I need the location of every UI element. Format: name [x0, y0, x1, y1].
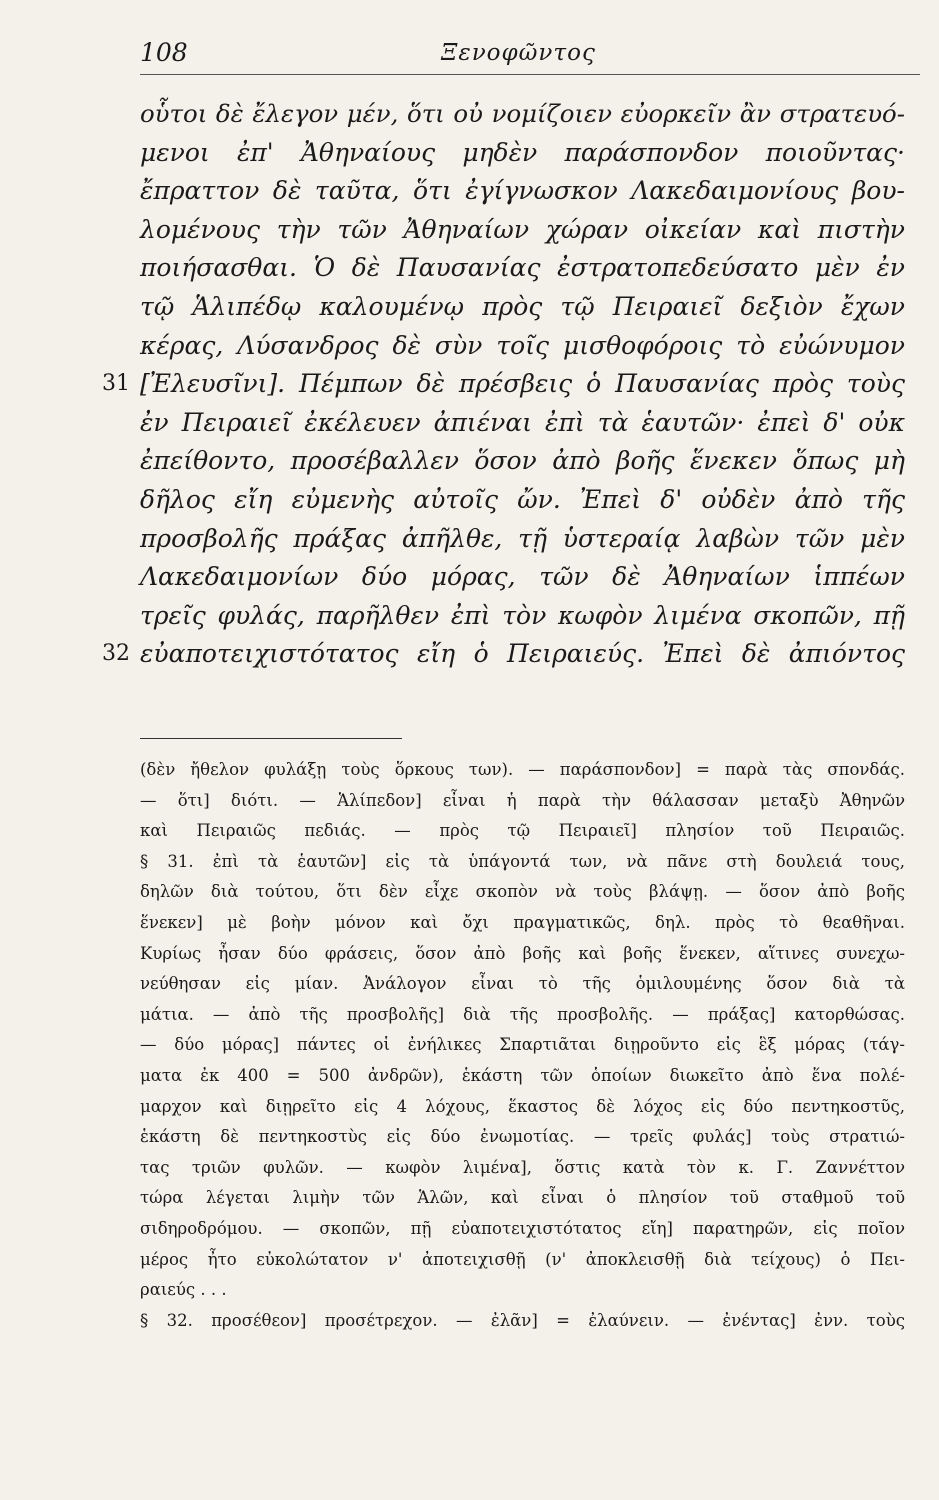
footnote-line: ἕνεκεν] μὲ βοὴν μόνον καὶ ὄχι πραγματικῶς, δηλ. πρὸς τὸ θεαθῆναι. — [140, 912, 905, 932]
text-line — [140, 172, 905, 211]
footnote-line: — ὅτι] διότι. — Ἁλίπεδον] εἶναι ἡ παρὰ τὴν θάλασσαν μεταξὺ Ἀθηνῶν — [140, 790, 905, 810]
main-text — [102, 95, 905, 674]
page-header — [140, 38, 897, 78]
footnote-line: μέρος ἦτο εὐκολώτατον ν' ἀποτειχισθῇ (ν' ἀποκλεισθῇ διὰ τείχους) ὁ Πει- — [140, 1249, 905, 1269]
header-rule — [140, 74, 920, 75]
footnote-line: μάτια. — ἀπὸ τῆς προσβολῆς] διὰ τῆς προσβολῆς. — πράξας] κατορθώσας. — [140, 1004, 905, 1024]
text-line — [140, 404, 905, 443]
text-line — [140, 597, 905, 636]
text-line — [140, 249, 905, 288]
text-line-content: εὐαποτειχιστότατος εἴη ὁ Πειραιεύς. Ἐπεὶ δὲ ἀπιόντος — [140, 639, 905, 669]
text-line — [140, 481, 905, 520]
footnote-line: § 31. ἐπὶ τὰ ἑαυτῶν] εἰς τὰ ὑπάγοντά των, νὰ πᾶνε στὴ δουλειά τους, — [140, 851, 905, 871]
text-line-content: ἔπραττον δὲ ταῦτα, ὅτι ἐγίγνωσκον Λακεδαιμονίους βου- — [140, 176, 905, 206]
text-line — [140, 134, 905, 173]
footnote-rule — [140, 738, 402, 739]
text-line — [140, 520, 905, 559]
footnote-line: ματα ἐκ 400 = 500 ἀνδρῶν), ἑκάστη τῶν ὁποίων διωκεῖτο ἀπὸ ἕνα πολέ- — [140, 1065, 905, 1085]
footnote-line: σιδηροδρόμου. — σκοπῶν, πῇ εὐαποτειχιστότατος εἴη] παρατηρῶν, εἰς ποῖον — [140, 1218, 905, 1238]
text-line-content: τρεῖς φυλάς, παρῆλθεν ἐπὶ τὸν κωφὸν λιμένα σκοπῶν, πῇ — [140, 600, 905, 630]
footnote-line: νεύθησαν εἰς μίαν. Ἀνάλογον εἶναι τὸ τῆς ὁμιλουμένης ὅσον διὰ τὰ — [140, 974, 905, 994]
text-line-content: οὗτοι δὲ ἔλεγον μέν, ὅτι οὐ νομίζοιεν εὐορκεῖν ἂν στρατευό- — [140, 99, 905, 128]
text-line — [140, 327, 905, 366]
text-line-content: ἐν Πειραιεῖ ἐκέλευεν ἀπιέναι ἐπὶ τὰ ἑαυτῶν· ἐπεὶ δ' οὐκ — [140, 407, 905, 437]
footnote-line: ἑκάστη δὲ πεντηκοστὺς εἰς δύο ἐνωμοτίας. — τρεῖς φυλάς] τοὺς στρατιώ- — [140, 1127, 905, 1147]
text-line-content: τῷ Ἁλιπέδῳ καλουμένῳ πρὸς τῷ Πειραιεῖ δεξιὸν ἔχων — [140, 291, 905, 321]
text-line-content: μενοι ἐπ' Ἀθηναίους μηδὲν παράσπονδον ποιοῦντας· — [140, 137, 905, 167]
footnote-line: δηλῶν διὰ τούτου, ὅτι δὲν εἶχε σκοπὸν νὰ τοὺς βλάψῃ. — ὅσον ἀπὸ βοῆς — [140, 882, 905, 902]
text-line-content: [Ἐλευσῖνι]. Πέμπων δὲ πρέσβεις ὁ Παυσανίας πρὸς τοὺς — [140, 369, 905, 399]
page-number: 108 — [140, 38, 188, 67]
text-line-content: κέρας, Λύσανδρος δὲ σὺν τοῖς μισθοφόροις τὸ εὐώνυμον — [140, 330, 905, 360]
section-number: 32 — [102, 641, 130, 667]
text-line — [102, 635, 905, 674]
footnote-line: — δύο μόρας] πάντες οἱ ἐνήλικες Σπαρτιᾶται διῃροῦντο εἰς ἓξ μόρας (τάγ- — [140, 1035, 905, 1055]
text-line-content: προσβολῆς πράξας ἀπῆλθε, τῇ ὑστεραίᾳ λαβὼν τῶν μὲν — [140, 523, 905, 553]
footnotes — [140, 755, 905, 1336]
text-line-content: δῆλος εἴη εὐμενὴς αὐτοῖς ὤν. Ἐπεὶ δ' οὐδὲν ἀπὸ τῆς — [140, 484, 905, 514]
footnote-line: (δὲν ἤθελον φυλάξῃ τοὺς ὅρκους των). — παράσπονδον] = παρὰ τὰς σπονδάς. — [140, 760, 905, 779]
text-line — [140, 95, 905, 134]
text-line — [102, 365, 905, 404]
text-line-content: Λακεδαιμονίων δύο μόρας, τῶν δὲ Ἀθηναίων ἱππέων — [140, 562, 905, 592]
text-line — [140, 558, 905, 597]
footnote-line: ραιεύς . . . — [140, 1280, 227, 1300]
text-line-content: ἐπείθοντο, προσέβαλλεν ὅσον ἀπὸ βοῆς ἕνεκεν ὅπως μὴ — [140, 446, 905, 476]
footnote-line: τώρα λέγεται λιμὴν τῶν Ἁλῶν, καὶ εἶναι ὁ πλησίον τοῦ σταθμοῦ τοῦ — [140, 1188, 905, 1208]
footnote-line: μαρχον καὶ διῃρεῖτο εἰς 4 λόχους, ἕκαστος δὲ λόχος εἰς δύο πεντηκοστῦς, — [140, 1096, 905, 1116]
footnote-line: § 32. προσέθεον] προσέτρεχον. — ἐλᾶν] = ἐλαύνειν. — ἐνέντας] ἐνν. τοὺς — [140, 1310, 905, 1330]
text-line-content: λομένους τὴν τῶν Ἀθηναίων χώραν οἰκείαν καὶ πιστὴν — [140, 214, 905, 244]
running-head: Ξενοφῶντος — [441, 40, 596, 66]
footnote-line: Κυρίως ἦσαν δύο φράσεις, ὅσον ἀπὸ βοῆς καὶ βοῆς ἕνεκεν, αἵτινες συνεχω- — [140, 943, 905, 963]
section-number: 31 — [102, 371, 130, 397]
text-line — [140, 211, 905, 250]
footnote-line: καὶ Πειραιῶς πεδιάς. — πρὸς τῷ Πειραιεῖ] πλησίον τοῦ Πειραιῶς. — [140, 821, 905, 841]
text-line-content: ποιήσασθαι. Ὁ δὲ Παυσανίας ἐστρατοπεδεύσατο μὲν ἐν — [140, 253, 905, 283]
text-line — [140, 288, 905, 327]
text-line — [140, 442, 905, 481]
footnote-line: τας τριῶν φυλῶν. — κωφὸν λιμένα], ὅστις κατὰ τὸν κ. Γ. Ζαννέττον — [140, 1157, 905, 1177]
